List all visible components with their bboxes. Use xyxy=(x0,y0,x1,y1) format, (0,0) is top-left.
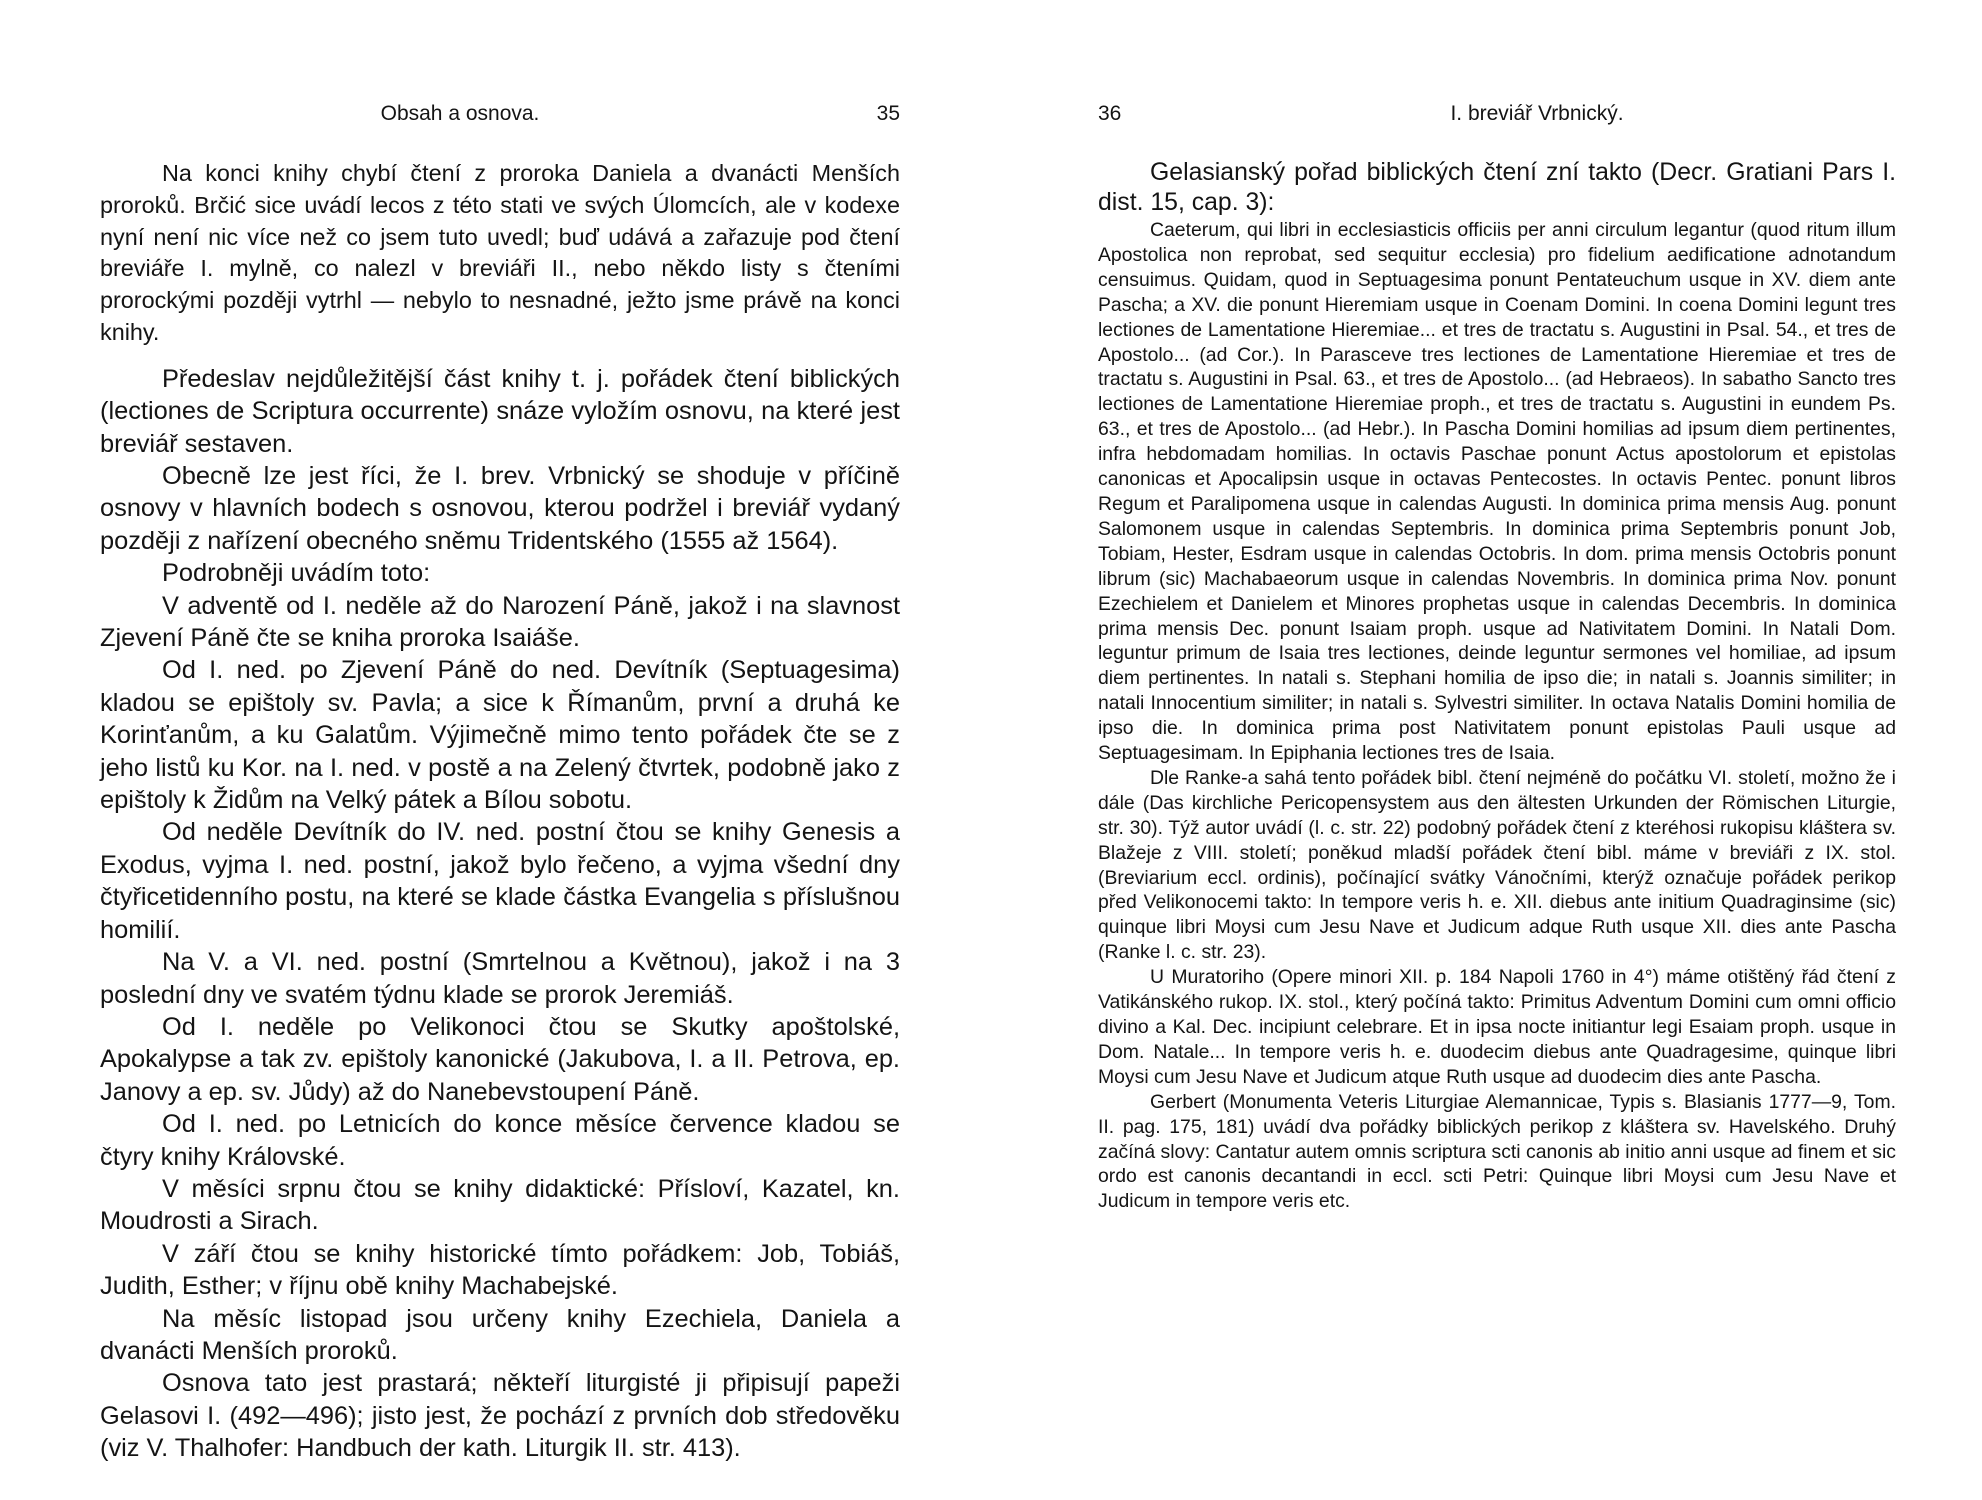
paragraph: Osnova tato jest prastará; někteří liturgisté ji připisují papeži Gelasovi I. (492—496); jisto jest, že pochází z prvních dob středověku (viz V. Thalhofer: Handbuch der kath. Liturgik II. str. 413). xyxy=(100,1369,900,1463)
right-page-header xyxy=(1098,102,1896,130)
paragraph: Od I. ned. po Letnicích do konce měsíce července kladou se čtyry knihy Královské. xyxy=(100,1110,900,1171)
paragraph: Na konci knihy chybí čtení z proroka Daniela a dvanácti Menších proroků. Brčić sice uvádí lecos z této stati ve svých Úlomcích, ale v kodexe nyní není nic více než co jsem tuto uvedl; buď udává a zařazuje pod čtení breviáře I. mylně, co nalezl v breviáři II., nebo někdo listy s čteními prorockými později vytrhl — nebylo to nesnadné, ježto jsme právě na konci knihy. xyxy=(100,160,900,345)
latin-quotation: Caeterum, qui libri in ecclesiasticis officiis per anni circulum legantur (quod ritum illum Apostolica non reprobat, sed sequitur ecclesia) pro fidelium aedificatione adnotandum censuimus. Quidam, quod in Septuagesima ponunt Pentateuchum usque in XV. diem ante Pascha; a XV. die ponunt Hieremiam usque in Coenam Domini. In coena Domini legunt tres lectiones de Lamentatione Hieremiae... et tres de tractatu s. Augustini in Psal. 54., et tres de Apostolo... (ad Cor.). In Parasceve tres lectiones de Lamentatione Hieremiae et tres de tractatu s. Augustini in Psal. 63., et tres de Apostolo... (ad Hebraeos). In sabatho Sancto tres lectiones de Lamentatione Hieremiae proph., et tres de tractatu s. Augustini in eundem Ps. 63., et tres de Apostolo... (ad Hebr.). In Pascha Domini homilias ad ipsum diem pertinentes, infra hebdomadam homilias. In octavis Paschae ponunt Actus apostolorum et epistolas canonicas et Apocalipsin usque in octavas Pentecostes. In octavis Pentec. ponunt libros Regum et Paralipomena usque in calendas Augusti. In dominica prima mensis Aug. ponunt Salomonem usque in calendas Septembris. In dominica prima Septembris ponunt Job, Tobiam, Hester, Esdram usque in calendas Octobris. In dom. prima mensis Octobris ponunt librum (sic) Machabaeorum usque in calendas Novembris. In dominica prima Nov. ponunt Ezechielem et Danielem et Minores prophetas usque in calendas Decembris. In dominica prima mensis Dec. ponunt Isaiam proph. usque ad Nativitatem Domini. In Natali Dom. leguntur primum de Isaia tres lectiones, deinde leguntur sermones vel homiliae, ad ipsum diem pertinentes. In natali s. Stephani homilia de ipso die; in natali s. Joannis similiter; in natali Innocentium similiter; in natali s. Sylvestri similiter. In octava Natalis Domini homilia de ipso die. In dominica prima post Nativitatem ponunt epistolas Pauli usque ad Septuagesimam. In Epiphania lectiones tres de Isaia. xyxy=(1098,219,1896,765)
paragraph: Předeslav nejdůležitější část knihy t. j. pořádek čtení biblických (lectiones de Scriptura occurrente) snáze vyložím osnovu, na které jest breviář sestaven. xyxy=(100,364,900,458)
left-page-body xyxy=(100,158,900,1465)
paragraph: Na V. a VI. ned. postní (Smrtelnou a Květnou), jakož i na 3 poslední dny ve svatém týdnu klade se prorok Jeremiáš. xyxy=(100,948,900,1009)
right-page-number: 36 xyxy=(1098,102,1122,125)
paragraph: U Muratoriho (Opere minori XII. p. 184 Napoli 1760 in 4°) máme otištěný řád čtení z Vatikánského rukop. IX. stol., který počíná takto: Primitus Adventum Domini cum omni officio divino a Kal. Dec. incipiunt celebrare. Et in ipsa nocte initiantur legi Esaiam proph. usque in Dom. Natale... In tempore veris h. e. duodecim diebus ante Quadragesime, quinque libri Moysi cum Jesu Nave et Judicum atque Ruth usque ad duodecim dies ante Pascha. xyxy=(1098,966,1896,1088)
paragraph: V adventě od I. neděle až do Narození Páně, jakož i na slavnost Zjevení Páně čte se kniha proroka Isaiáše. xyxy=(100,591,900,653)
paragraph: Od I. neděle po Velikonoci čtou se Skutky apoštolské, Apokalypse a tak zv. epištoly kanonické (Jakubova, I. a II. Petrova, ep. Janovy a ep. sv. Jůdy) až do Nanebevstoupení Páně. xyxy=(100,1012,900,1106)
intro-paragraph: Gelasianský pořad biblických čtení zní takto (Decr. Gratiani Pars I. dist. 15, cap. 3): xyxy=(1098,159,1896,216)
paragraph: Obecně lze jest říci, že I. brev. Vrbnický se shoduje v příčině osnovy v hlavních bodech s osnovou, kterou podržel i breviář vydaný později z nařízení obecného sněmu Tridentského (1555 až 1564). xyxy=(100,462,900,555)
paragraph: Na měsíc listopad jsou určeny knihy Ezechiela, Daniela a dvanácti Menších proroků. xyxy=(100,1304,900,1365)
paragraph: Podrobněji uvádím toto: xyxy=(162,559,431,588)
left-page-number: 35 xyxy=(876,102,900,125)
paragraph: Od I. ned. po Zjevení Páně do ned. Devítník (Septuagesima) kladou se epištoly sv. Pavla; a sice k Římanům, první a druhá ke Korinťanům, a ku Galatům. Výjimečně mimo tento pořádek čte se z jeho listů ku Kor. na I. ned. v postě a na Zelený čtvrtek, podobně jako z epištoly k Židům na Velký pátek a Bílou sobotu. xyxy=(100,656,900,815)
paragraph: Gerbert (Monumenta Veteris Liturgiae Alemannicae, Typis s. Blasianis 1777—9, Tom. II. pag. 175, 181) uvádí dva pořádky biblických perikop z kláštera sv. Havelského. Druhý začíná slovy: Cantatur autem omnis scriptura scti canonis ab initio anni usque ad finem et sic ordo est canonis decantandi in eccl. scti Petri: Quinque libri Moysi cum Jesu Nave et Judicum in tempore veris etc. xyxy=(1098,1090,1896,1213)
left-page xyxy=(100,0,900,1500)
paragraph: Dle Ranke-a sahá tento pořádek bibl. čtení nejméně do počátku VI. století, možno že i dále (Das kirchliche Pericopensystem aus den ältesten Urkunden der Römischen Liturgie, str. 30). Týž autor uvádí (l. c. str. 22) podobný pořádek čtení z kteréhosi rukopisu kláštera sv. Blažeje z VIII. století; poněkud mladší pořádek čtení bibl. máme v breviáři z IX. stol. (Breviarium eccl. ordinis), počínající svátky Vánočními, kterýž označuje pořádek perikop před Velikonocemi takto: In tempore veris h. e. XII. diebus ante initium Quadraginsime (sic) quinque libri Moysi cum Jesu Nave et Judicum adque Ruth usque XII. dies ante Pascha (Ranke l. c. str. 23). xyxy=(1098,766,1896,964)
paragraph: V září čtou se knihy historické tímto pořádkem: Job, Tobiáš, Judith, Esther; v říjnu obě knihy Machabejské. xyxy=(100,1239,900,1301)
paragraph: V měsíci srpnu čtou se knihy didaktické: Přísloví, Kazatel, kn. Moudrosti a Sirach. xyxy=(100,1174,900,1236)
left-page-header xyxy=(100,102,900,130)
right-page-body xyxy=(1098,158,1896,1214)
right-page xyxy=(1098,0,1896,1500)
right-running-title: I. breviář Vrbnický. xyxy=(1450,102,1624,125)
left-running-title: Obsah a osnova. xyxy=(380,102,540,125)
paragraph: Od neděle Devítník do IV. ned. postní čtou se knihy Genesis a Exodus, vyjma I. ned. postní, jakož bylo řečeno, a vyjma všední dny čtyřicetidenního postu, na které se klade částka Evangelia s příslušnou homilií. xyxy=(100,818,900,944)
